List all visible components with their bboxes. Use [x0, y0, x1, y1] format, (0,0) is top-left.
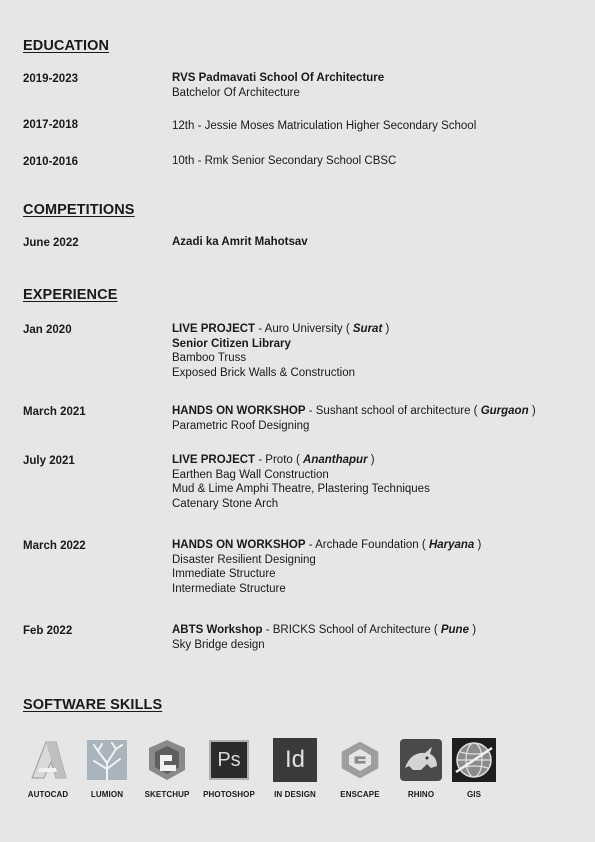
experience-detail: Intermediate Structure	[172, 582, 286, 595]
education-entry	[172, 119, 476, 134]
software-label: LUMION	[90, 790, 124, 799]
rhino-icon	[399, 738, 443, 782]
experience-org: - BRICKS School of Architecture (	[265, 624, 438, 636]
experience-location: Gurgaon	[480, 405, 529, 417]
photoshop-glyph: Ps	[217, 748, 241, 771]
education-date: 2010-2016	[23, 156, 78, 168]
experience-date: July 2021	[23, 455, 75, 467]
experience-type: HANDS ON WORKSHOP	[172, 539, 306, 551]
experience-entry	[172, 623, 476, 652]
education-date: 2017-2018	[23, 119, 78, 131]
experience-location: Surat	[352, 323, 383, 335]
experience-paren: )	[385, 323, 390, 335]
software-list	[20, 738, 498, 799]
education-entry	[172, 71, 384, 100]
indesign-glyph: Id	[284, 746, 305, 773]
experience-date: March 2022	[23, 540, 86, 552]
experience-paren: )	[472, 624, 477, 636]
enscape-icon	[338, 738, 382, 782]
experience-org: - Archade Foundation (	[308, 539, 426, 551]
software-item	[138, 738, 196, 799]
software-item	[196, 738, 262, 799]
experience-location: Haryana	[428, 539, 475, 551]
education-school: RVS Padmavati School Of Architecture	[172, 72, 385, 84]
indesign-icon	[273, 738, 317, 782]
experience-detail: Exposed Brick Walls & Construction	[172, 366, 356, 379]
gis-icon	[452, 738, 496, 782]
education-school: 12th - Jessie Moses Matriculation Higher Secondary School	[172, 120, 477, 132]
competition-date: June 2022	[23, 237, 79, 249]
experience-type: LIVE PROJECT	[172, 454, 256, 466]
sketchup-icon	[145, 738, 189, 782]
software-item	[20, 738, 76, 799]
education-entry	[172, 154, 396, 169]
competition-name: Azadi ka Amrit Mahotsav	[172, 236, 308, 248]
experience-org: - Sushant school of architecture (	[308, 405, 478, 417]
software-label: RHINO	[407, 790, 435, 799]
experience-entry	[172, 538, 481, 596]
experience-type: ABTS Workshop	[172, 624, 263, 636]
experience-paren: )	[477, 539, 482, 551]
experience-detail: Immediate Structure	[172, 568, 276, 581]
experience-detail: Catenary Stone Arch	[172, 497, 279, 510]
software-item	[76, 738, 138, 799]
experience-detail: Disaster Resilient Designing	[172, 553, 316, 566]
software-label: SKETCHUP	[144, 790, 190, 799]
software-item	[262, 738, 328, 799]
software-label: GIS	[466, 790, 482, 799]
experience-type: HANDS ON WORKSHOP	[172, 405, 306, 417]
software-item	[450, 738, 498, 799]
software-label: ENSCAPE	[340, 790, 380, 799]
experience-detail: Bamboo Truss	[172, 352, 247, 365]
experience-entry	[172, 453, 430, 511]
experience-paren: )	[370, 454, 375, 466]
experience-org: - Proto (	[258, 454, 300, 466]
experience-title: EXPERIENCE	[23, 287, 118, 303]
photoshop-icon	[207, 738, 251, 782]
experience-type: LIVE PROJECT	[172, 323, 256, 335]
software-label: IN DESIGN	[274, 790, 316, 799]
education-degree: Batchelor Of Architecture	[172, 86, 300, 99]
experience-detail: Sky Bridge design	[172, 638, 265, 651]
experience-paren: )	[531, 405, 536, 417]
experience-detail: Parametric Roof Designing	[172, 419, 310, 432]
experience-org: - Auro University (	[258, 323, 350, 335]
education-date: 2019-2023	[23, 73, 78, 85]
software-label: AUTOCAD	[27, 790, 69, 799]
experience-date: Feb 2022	[23, 625, 73, 637]
experience-entry	[172, 322, 389, 380]
software-item	[392, 738, 450, 799]
experience-entry	[172, 404, 536, 433]
experience-date: March 2021	[23, 406, 86, 418]
lumion-icon	[85, 738, 129, 782]
education-school: 10th - Rmk Senior Secondary School CBSC	[172, 155, 397, 167]
experience-date: Jan 2020	[23, 324, 72, 336]
autocad-icon	[26, 738, 70, 782]
software-title: SOFTWARE SKILLS	[23, 697, 163, 713]
competition-entry	[172, 235, 308, 250]
experience-location: Pune	[440, 624, 469, 636]
competitions-title: COMPETITIONS	[23, 202, 135, 218]
software-item	[328, 738, 392, 799]
experience-project: Senior Citizen Library	[172, 337, 291, 350]
education-title: EDUCATION	[23, 38, 110, 54]
experience-detail: Earthen Bag Wall Construction	[172, 468, 329, 481]
software-label: PHOTOSHOP	[203, 790, 255, 799]
experience-detail: Mud & Lime Amphi Theatre, Plastering Techniques	[172, 483, 430, 496]
experience-location: Ananthapur	[303, 454, 368, 466]
